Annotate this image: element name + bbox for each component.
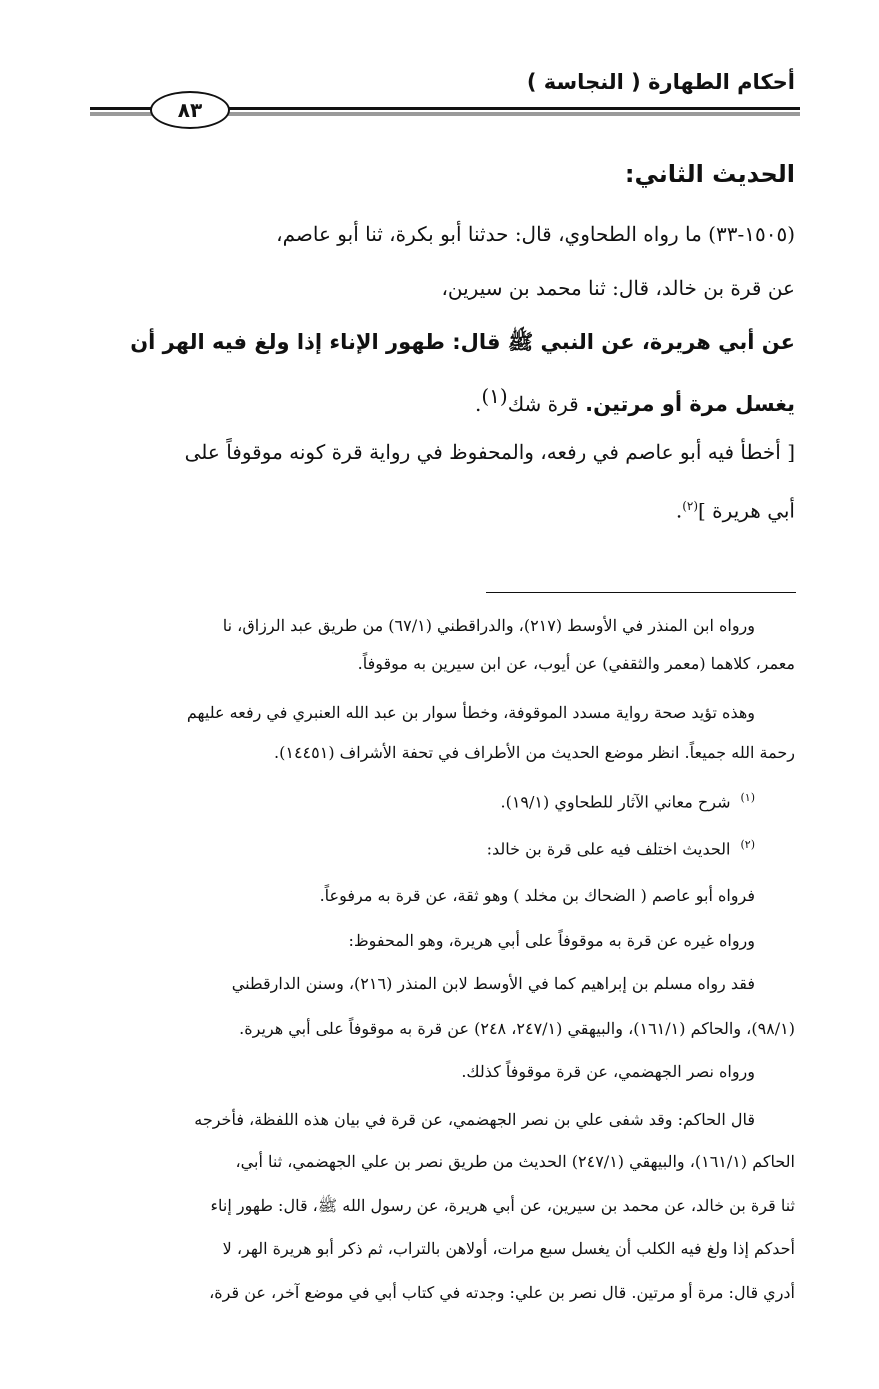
hadith-isnad-line-1: (١٥٠٥-٣٣) ما رواه الطحاوي، قال: حدثنا أبو بكرة، ثنا أبو عاصم، <box>276 222 795 246</box>
ruling-text: أبي هريرة ] <box>698 498 795 523</box>
footnote-ref-1: (١) <box>481 384 508 408</box>
running-title: أحكام الطهارة ( النجاسة ) <box>526 70 795 94</box>
footnote-line: أحدكم إذا ولغ فيه الكلب أن يغسل سبع مرات، أولاهن بالتراب، ثم ذكر أبو هريرة الهر، لا <box>222 1239 795 1258</box>
footnote-line: وهذه تؤيد صحة رواية مسدد الموقوفة، وخطأ سوار بن عبد الله العنبري في رفعه عليهم <box>186 703 755 722</box>
ruling-line-1: [ أخطأ فيه أبو عاصم في رفعه، والمحفوظ في رواية قرة كونه موقوفاً على <box>184 440 795 464</box>
footnote-number-1: (١) <box>740 791 755 804</box>
footnote-line: فرواه أبو عاصم ( الضحاك بن مخلد ) وهو ثقة، عن قرة به مرفوعاً. <box>319 886 755 905</box>
footnote-1 <box>43 791 795 811</box>
footnote-line: (٩٨/١)، والحاكم (١٦١/١)، والبيهقي (٢٤٧/١، ٢٤٨) عن قرة به موقوفاً على أبي هريرة. <box>239 1019 795 1038</box>
footnote-1-text: شرح معاني الآثار للطحاوي (١٩/١). <box>500 792 731 812</box>
page-number: ٨٣ <box>150 91 230 129</box>
footnote-line: قال الحاكم: وقد شفى علي بن نصر الجهضمي، عن قرة في بيان هذه اللفظة، فأخرجه <box>194 1110 755 1129</box>
footnote-line: معمر، كلاهما (معمر والثقفي) عن أيوب، عن ابن سيرين به موقوفاً. <box>357 654 795 673</box>
hadith-matn-line-2 <box>83 369 795 431</box>
footnote-ref-2: (٢) <box>682 499 699 513</box>
footnote-line: رحمة الله جميعاً. انظر موضع الحديث من الأطراف في تحفة الأشراف (١٤٤٥١). <box>274 743 795 762</box>
footnote-line: ورواه ابن المنذر في الأوسط (٢١٧)، والدراقطني (٦٧/١) من طريق عبد الرزاق، نا <box>222 616 755 635</box>
footnote-number-2: (٢) <box>740 838 755 851</box>
period: . <box>675 498 683 523</box>
footnote-line: الحاكم (١٦١/١)، والبيهقي (٢٤٧/١) الحديث من طريق نصر بن علي الجهضمي، ثنا أبي، <box>235 1152 795 1171</box>
hadith-isnad-line-2: عن قرة بن خالد، قال: ثنا محمد بن سيرين، <box>441 276 795 300</box>
footnote-separator <box>486 592 796 593</box>
footnote-line: فقد رواه مسلم بن إبراهيم كما في الأوسط لابن المنذر (٢١٦)، وسنن الدارقطني <box>231 974 755 993</box>
period: . <box>474 392 482 416</box>
section-heading: الحديث الثاني: <box>624 160 795 188</box>
footnote-line: ورواه نصر الجهضمي، عن قرة موقوفاً كذلك. <box>461 1062 755 1081</box>
footnote-2-text: الحديث اختلف فيه على قرة بن خالد: <box>486 839 731 859</box>
footnote-line: أدري قال: مرة أو مرتين. قال نصر بن علي: وجدته في كتاب أبي في موضع آخر، عن قرة، <box>209 1283 795 1302</box>
footnote-2 <box>43 838 795 858</box>
footnote-line: ورواه غيره عن قرة به موقوفاً على أبي هريرة، وهو المحفوظ: <box>348 931 755 950</box>
matn-bold-text: يغسل مرة أو مرتين. <box>585 392 795 416</box>
hadith-matn-line-1: عن أبي هريرة، عن النبي ﷺ قال: طهور الإناء إذا ولغ فيه الهر أن <box>130 330 795 354</box>
footnote-line: ثنا قرة بن خالد، عن محمد بن سيرين، عن أبي هريرة، عن رسول الله ﷺ، قال: طهور إناء <box>210 1196 795 1215</box>
matn-note: قرة شك <box>507 392 586 416</box>
ruling-line-2 <box>83 479 795 538</box>
